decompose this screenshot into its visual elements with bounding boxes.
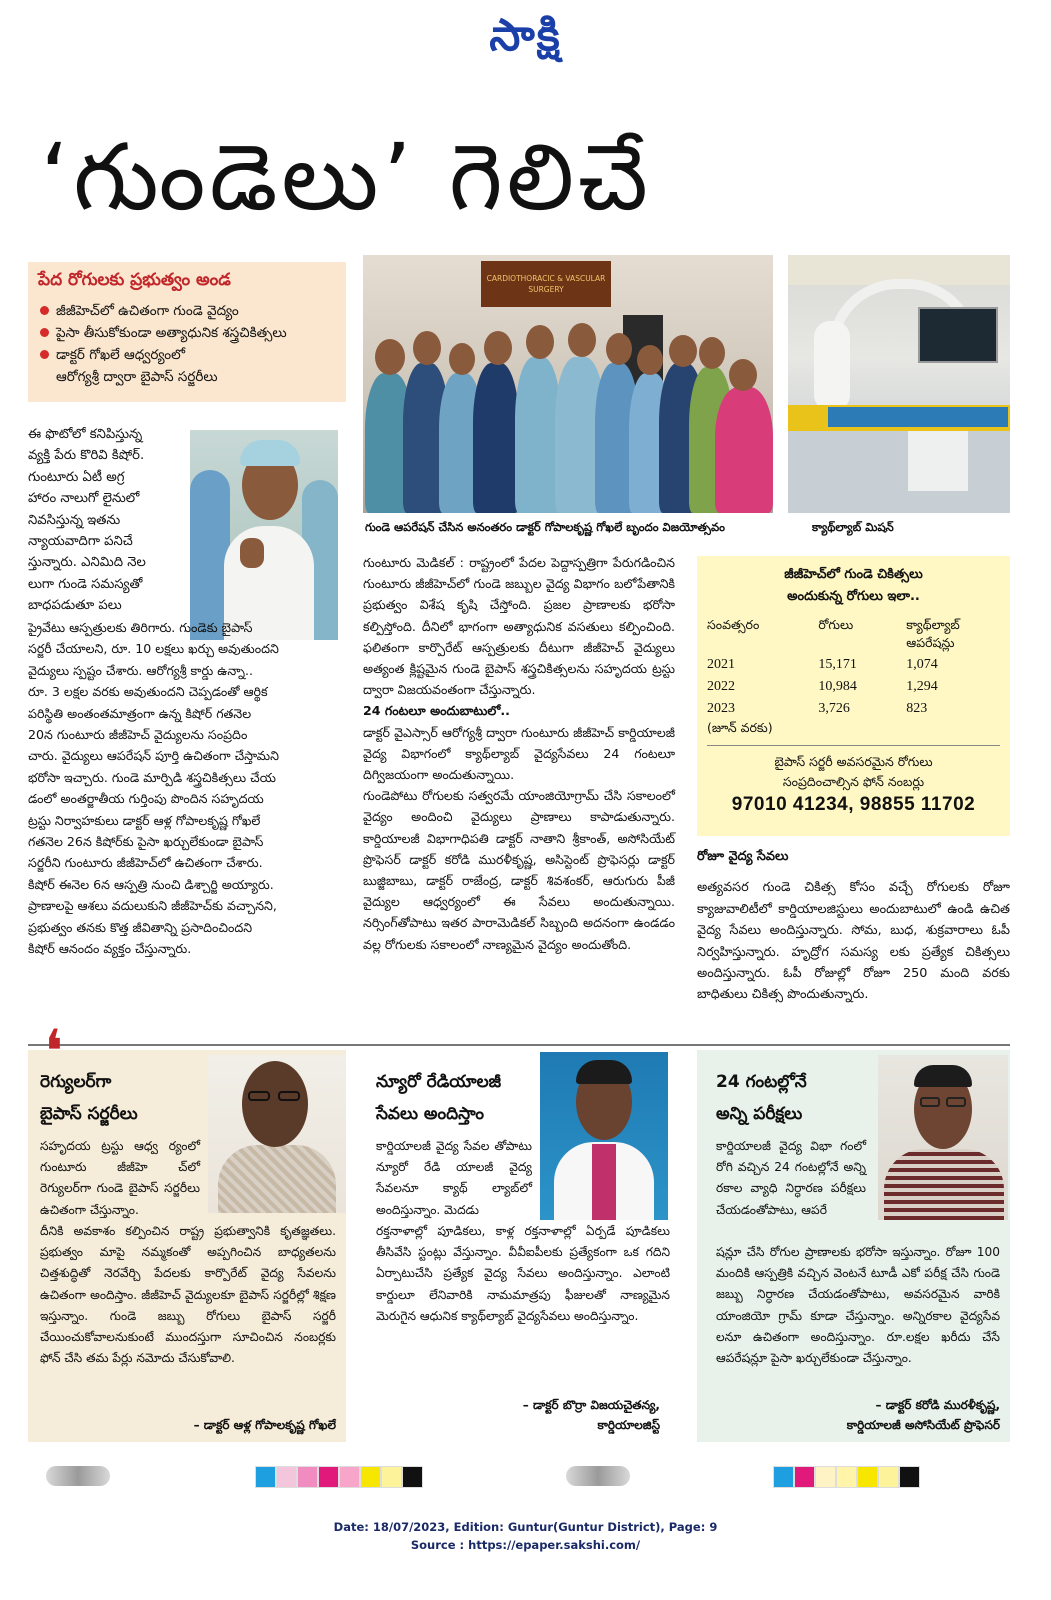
color-swatch: [773, 1466, 794, 1488]
bullet-icon: [40, 306, 49, 315]
bullet-icon: [40, 328, 49, 337]
registration-mark: [46, 1466, 110, 1486]
department-sign: CARDIOTHORACIC & VASCULAR SURGERY: [481, 261, 611, 307]
right-article: [697, 846, 1010, 1006]
stats-note: (జూన్‌ వరకు): [707, 720, 773, 735]
stats-title-1: జీజీహెచ్‌లో గుండె చికిత్సలు: [784, 567, 923, 582]
stats-divider: [707, 745, 1000, 746]
table-row: [707, 676, 1000, 698]
team-photo-caption: గుండె ఆపరేషన్‌ చేసిన అనంతరం డాక్టర్‌ గోపాలకృష్ణ గోఖలే బృందం విజయోత్సవం: [365, 520, 725, 534]
color-swatch: [318, 1466, 339, 1488]
sakshi-logo: సాక్షి: [489, 10, 562, 61]
table-row: [707, 654, 1000, 676]
color-swatches-right: [773, 1466, 920, 1488]
panel2-text-top: కార్డియాలజీ వైద్య సేవల తోపాటు న్యూరో రేడి యాలజీ వైద్య సేవలనూ క్యాథ్‌ ల్యాబ్‌లో అందిస్తున్నాం. మెదడు: [376, 1139, 532, 1217]
article-line: లుగా గుండె సమస్యతో: [28, 576, 143, 592]
article-paragraph: గుంటూరు మెడికల్‌ : రాష్ట్రంలో పేదల పెద్దాస్పత్రిగా పేరుగడించిన గుంటూరు జీజీహెచ్‌లో గుండె జబ్బుల వైద్య విభాగం బలోపేతానికి ప్రభుత్వం విశేష కృషి చేస్తోంది. ప్రజల ప్రాణాలకు భరోసా కల్పిస్తోంది. దీనిలో భాగంగా అత్యాధునిక వసతులు కల్పించింది. ఫలితంగా కార్పొరేట్‌ ఆస్పత్రులకు దీటుగా జీజీహెచ్‌ వైద్యులు అత్యంత క్లిష్టమైన గుండె బైపాస్‌ శస్త్రచికిత్సలను సహృదయ ట్రస్టు ద్వారా విజయవంతంగా చేస్తున్నారు.: [363, 555, 675, 698]
article-line: ప్రైవేటు ఆస్పత్రులకు తిరిగారు. గుండెకు బైపాస్‌: [28, 620, 253, 635]
col-header-patients: రోగులు: [818, 617, 854, 632]
cell-cathlab: 823: [906, 701, 928, 716]
panel2-signature: – డాక్టర్‌ బొర్రా విజయచైతన్య,: [522, 1398, 660, 1412]
color-swatch: [402, 1466, 423, 1488]
phone-numbers: 97010 41234, 98855 11702: [731, 794, 976, 815]
article-line: భరోసా ఇచ్చారు. గుండె మార్పిడి శస్త్రచికిత్సలు చేయ: [28, 769, 276, 785]
cell-patients: 3,726: [818, 701, 850, 716]
stats-table: [707, 614, 1000, 720]
article-line: ఈ ఫొటోలో కనిపిస్తున్న: [28, 427, 143, 442]
stats-title-2: అందుకున్న రోగులు ఇలా..: [787, 589, 920, 604]
highlight-item: [38, 300, 336, 322]
panel1-title-2: బైపాస్‌ సర్జరీలు: [40, 1104, 138, 1124]
highlight-item: [38, 322, 336, 344]
article-line: ప్రభుత్వం తనకు కొత్త జీవితాన్ని ప్రసాదించిందని: [28, 919, 253, 935]
highlight-item: [38, 344, 336, 366]
color-swatch: [255, 1466, 276, 1488]
article-subhead: రోజూ వైద్య సేవలు: [697, 849, 789, 864]
quote-mark-icon: ❛: [44, 1017, 64, 1087]
cell-patients: 10,984: [818, 679, 857, 694]
highlight-text: డాక్టర్‌ గోఖలే ఆధ్వర్యంలో: [56, 347, 186, 363]
highlight-text: పైసా తీసుకోకుండా అత్యాధునిక శస్త్రచికిత్సలు: [56, 325, 287, 341]
panel3-text: షన్లూ చేసి రోగుల ప్రాణాలకు భరోసా ఇస్తున్నాం. రోజూ 100 మందికి ఆస్పత్రికి వచ్చిన వెంటనే టూడీ ఎకో పరీక్ష చేసి గుండె జబ్బు నిర్ధారణ చేయడంతోపాటు, అవసరమైన వారికి యాంజియో గ్రామ్‌ కూడా చేస్తున్నాం. అన్నిరకాల వైద్యసేవ లనూ ఉచితంగా అందిస్తున్నాం. రూ.లక్షల ఖరీదు చేసే ఆపరేషన్లూ పైసా ఖర్చులేకుండా చేస్తున్నాం.: [716, 1245, 1000, 1366]
color-swatch: [794, 1466, 815, 1488]
footer-source: Source : https://epaper.sakshi.com/: [410, 1538, 641, 1552]
article-line: రూ. 3 లక్షల వరకు అవుతుందని చెప్పడంతో ఆర్థిక: [28, 684, 268, 700]
article-paragraph: గుండెపోటు రోగులకు సత్వరమే యాంజియోగ్రామ్‌ చేసి సకాలంలో వైద్యం అందించి వైద్యులు ప్రాణాలు కాపాడుతున్నారు. కార్డియాలజీ విభాగాధిపతి డాక్టర్‌ నాతాని శ్రీకాంత్‌, అసోసియేట్‌ ప్రొఫెసర్‌ డాక్టర్‌ కరోడి మురళీకృష్ణ, అసిస్టెంట్‌ ప్రొఫెసర్లు డాక్టర్‌ బుజ్జిబాబు, డాక్టర్‌ రాజేంద్ర, డాక్టర్‌ శివశంకర్‌, ఆరుగురు పీజీ వైద్యుల ఆధ్వర్యంలో ఈ సేవలు అందుతున్నాయి. నర్సింగ్‌తోపాటు ఇతర పారామెడికల్‌ సిబ్బంది అదనంగా ఉండడం వల్ల రోగులకు సకాలంలో నాణ్యమైన వైద్యం అందుతోంది.: [363, 788, 675, 952]
masthead: [0, 10, 1051, 80]
team-celebration-photo: [363, 255, 773, 513]
panel2-title-1: న్యూరో రేడియాలజీ: [376, 1072, 502, 1092]
panel3-title-1: 24 గంటల్లోనే: [716, 1072, 807, 1092]
article-line: బాధపడుతూ పలు: [28, 598, 122, 614]
panel3-text-top: కార్డియాలజీ వైద్య విభా గంలో రోగి వచ్చిన 24 గంటల్లోనే అన్ని రకాల వ్యాధి నిర్ధారణ పరీక్షలు చేయడంతోపాటు, ఆపరే: [716, 1139, 866, 1217]
bullet-icon: [40, 350, 49, 359]
cath-lab-photo: [788, 255, 1010, 513]
panel2-text: రక్తనాళాల్లో పూడికలు, కాళ్ల రక్తనాళాల్లో ఏర్పడే పూడికలు తీసివేసి స్టంట్లు వేస్తున్నాం. వీవీఐపీలకు ప్రత్యేకంగా ఒక గదిని ఏర్పాటుచేసి ప్రత్యేక వైద్య సేవలు అందిస్తున్నాం. ఎలాంటి కార్డులూ లేనివారికి నామమాత్రపు ఫీజులతో నాణ్యమైన మెరుగైన ఆధునిక క్యాథ్‌ల్యాబ్‌ వైద్యసేవలు అందిస్తున్నాం.: [376, 1224, 670, 1323]
panel3-title-2: అన్ని పరీక్షలు: [716, 1104, 803, 1124]
highlights-box: [28, 262, 346, 402]
contact-line-1: బైపాస్‌ సర్జరీ అవసరమైన రోగులు: [774, 754, 933, 769]
article-line: చారు. వైద్యులు ఆపరేషన్‌ పూర్తి ఉచితంగా చేస్తామని: [28, 748, 279, 764]
highlight-text: జీజీహెచ్‌లో ఉచితంగా గుండె వైద్యం: [56, 303, 239, 319]
article-line: హారం నాలుగో లైనులో: [28, 491, 140, 507]
col-header-cathlab: క్యాథ్‌ల్యాబ్‌ ఆపరేషన్లు: [906, 617, 960, 650]
highlight-item-continuation: ఆరోగ్యశ్రీ ద్వారా బైపాస్‌ సర్జరీలు: [56, 369, 218, 385]
color-swatch: [878, 1466, 899, 1488]
article-line: ప్రాణాలపై ఆశలు వదులుకుని జీజీహెచ్‌కు వచ్చానని,: [28, 898, 277, 914]
article-line: పరిస్థితి అంతంతమాత్రంగా ఉన్న కిషోర్‌ గతనెల: [28, 705, 252, 721]
article-line: 20న గుంటూరు జీజీహెచ్‌ వైద్యులను సంప్రదిం: [28, 727, 248, 743]
color-swatch: [857, 1466, 878, 1488]
color-swatch: [381, 1466, 402, 1488]
left-article-top: [28, 424, 188, 617]
article-line: నివసిస్తున్న ఇతను: [28, 512, 121, 528]
article-line: కిషోర్‌ ఆనందం వ్యక్తం చేస్తున్నారు.: [28, 941, 192, 957]
cell-cathlab: 1,074: [906, 657, 938, 672]
color-swatches-left: [255, 1466, 423, 1488]
cell-year: 2023: [707, 701, 735, 716]
stats-box: [697, 556, 1010, 836]
article-line: కిషోర్‌ ఈనెల 6న ఆస్పత్రి నుంచి డిశ్చార్జి అయ్యారు.: [28, 876, 274, 892]
color-swatch: [899, 1466, 920, 1488]
article-line: డంలో అంతర్జాతీయ గుర్తింపు పొందిన సహృదయ: [28, 791, 264, 807]
doctor-muralikrishna-photo: [878, 1055, 1008, 1220]
highlights-title: పేద రోగులకు ప్రభుత్వం అండ: [38, 270, 231, 290]
left-article-bottom: [28, 617, 338, 960]
panel1-text-top: సహృదయ ట్రస్టు ఆధ్వ ర్యంలో గుంటూరు జీజీహె చ్‌లో రెగ్యులర్‌గా గుండె బైపాస్‌ సర్జరీలు ఉచితంగా చేస్తున్నాం.: [40, 1139, 200, 1217]
footer-date-edition: Date: 18/07/2023, Edition: Guntur(Guntur District), Page: 9: [333, 1520, 718, 1534]
patient-photo: [190, 430, 338, 640]
stats-header-row: [707, 614, 1000, 654]
table-row: [707, 698, 1000, 720]
cell-patients: 15,171: [818, 657, 857, 672]
article-paragraph: అత్యవసర గుండె చికిత్స కోసం వచ్చే రోగులకు రోజూ క్యాజువాలిటీలో కార్డియాలజిస్టులు అందుబాటులో ఉండి ఉచిత వైద్య సేవలు అందిస్తున్నారు. సోమ, బుధ, శుక్రవారాలు ఓపీ నిర్వహిస్తున్నారు. హృద్రోగ సమస్య లకు ప్రత్యేక చికిత్సలు అందిస్తున్నారు. ఓపీ రోజుల్లో రోజూ 250 మంది వరకు బాధితులు చికిత్స పొందుతున్నారు.: [697, 880, 1010, 1003]
doctor-vijayachaitanya-photo: [540, 1052, 668, 1220]
panel1-text: దీనికి అవకాశం కల్పించిన రాష్ట్ర ప్రభుత్వానికి కృతజ్ఞతలు. ప్రభుత్వం మాపై నమ్మకంతో అప్పగించిన బాధ్యతలను చిత్తశుద్ధితో నెరవేర్చి పేదలకు కార్పొరేట్‌ వైద్య సేవలను ఉచితంగా అందిస్తాం. జీజీహెచ్‌ వైద్యులకూ బైపాస్‌ సర్జరీల్లో శిక్షణ ఇస్తున్నాం. గుండె జబ్బు రోగులు బైపాస్‌ సర్జరీ చేయించుకోవాలనుకుంటే ముందస్తుగా సూచించిన నంబర్లకు ఫోన్‌ చేసి తమ పేర్లు నమోదు చేసుకోవాలి.: [40, 1224, 336, 1366]
contact-line-2: సంప్రదించాల్సిన ఫోన్‌ నంబర్లు: [782, 774, 925, 789]
cath-photo-caption: క్యాథ్‌ల్యాబ్‌ మిషన్‌: [812, 520, 894, 534]
registration-mark: [566, 1466, 630, 1486]
cell-year: 2022: [707, 679, 735, 694]
article-line: వైద్యులు స్పష్టం చేశారు. ఆరోగ్యశ్రీ కార్డు ఉన్నా..: [28, 662, 254, 678]
article-line: వ్యక్తి పేరు కొరివి కిషోర్‌.: [28, 448, 145, 464]
color-swatch: [815, 1466, 836, 1488]
article-line: సర్జరీని గుంటూరు జీజీహెచ్‌లో ఉచితంగా చేశారు.: [28, 855, 263, 871]
article-line: గుంటూరు ఏటీ అగ్ర: [28, 469, 125, 485]
panel1-title-1: రెగ్యులర్‌గా: [40, 1072, 112, 1092]
color-swatch: [297, 1466, 318, 1488]
article-line: సర్జరీ చేయాలని, రూ. 10 లక్షలు ఖర్చు అవుతుందని: [28, 641, 279, 657]
panel2-signature-title: కార్డియాలజిస్ట్‌: [597, 1418, 660, 1432]
article-line: స్తున్నారు. ఎనిమిది నెల: [28, 555, 146, 571]
cell-cathlab: 1,294: [906, 679, 938, 694]
color-swatch: [339, 1466, 360, 1488]
article-line: గతనెల 26న కిషోర్‌కు పైసా ఖర్చులేకుండా బైపాస్‌: [28, 834, 264, 850]
panel3-signature: – డాక్టర్‌ కరోడి మురళీకృష్ణ,: [875, 1398, 1000, 1412]
article-paragraph: డాక్టర్‌ వైఎస్సార్‌ ఆరోగ్యశ్రీ ద్వారా గుంటూరు జీజీహెచ్‌ కార్డియాలజీ వైద్య విభాగంలో క్యాథ్‌ల్యాబ్‌ వైద్యసేవలు 24 గంటలూ దిగ్విజయంగా అందుతున్నాయి.: [363, 724, 675, 783]
panel1-signature: – డాక్టర్‌ ఆళ్ల గోపాలకృష్ణ గోఖలే: [193, 1418, 336, 1432]
article-line: ట్రస్టు నిర్వాహకులు డాక్టర్‌ ఆళ్ల గోపాలకృష్ణ గోఖలే: [28, 812, 261, 828]
color-swatch: [276, 1466, 297, 1488]
middle-article: [363, 552, 675, 955]
panel3-signature-title: కార్డియాలజీ అసోసియేట్‌ ప్రొఫెసర్‌: [846, 1418, 1000, 1432]
color-swatch: [836, 1466, 857, 1488]
cell-year: 2021: [707, 657, 735, 672]
panel2-title-2: సేవలు అందిస్తాం: [376, 1104, 485, 1124]
section-divider: [28, 1044, 1010, 1046]
article-subhead: 24 గంటలూ అందుబాటులో..: [363, 703, 510, 719]
doctor-gokhale-photo: [208, 1055, 346, 1213]
color-swatch: [360, 1466, 381, 1488]
col-header-year: సంవత్సరం: [707, 617, 760, 632]
article-line: న్యాయవాదిగా పనిచే: [28, 534, 133, 550]
headline: ‘గుండెలు’ గెలిచే: [40, 124, 652, 231]
